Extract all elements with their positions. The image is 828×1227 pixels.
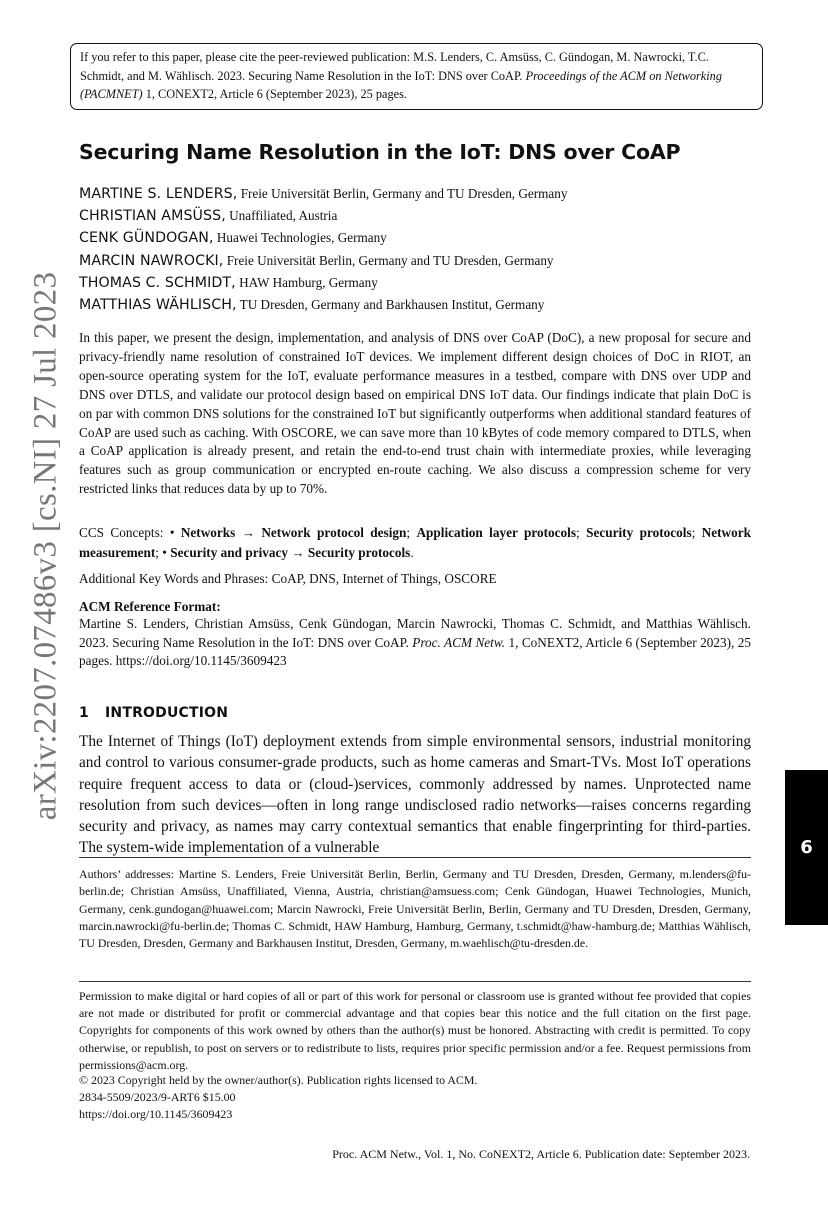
author-affiliation: Freie Universität Berlin, Germany and TU Dresden, Germany (223, 252, 554, 268)
ccs-separator: ; (691, 525, 702, 540)
section-title: INTRODUCTION (105, 705, 229, 721)
ccs-concept: Security protocols (586, 525, 692, 540)
ccs-concept: Security and privacy → Security protocols (170, 545, 411, 560)
authors-addresses: Authors’ addresses: Martine S. Lenders, Freie Universität Berlin, Berlin, Germany and TU Dresden, Dresden, Germany, m.lenders@fu-berlin.de; Christian Amsüss, Unaffiliated, Vienna, Austria, christian@amsuess.com; Cenk Gündogan, Huawei Technologies, Munich, Germany, cenk.gundogan@huawei.com; Marcin Nawrocki, Freie Universität Berlin, Berlin, Germany and TU Dresden, Dresden, Germany, marcin.nawrocki@fu-berlin.de; Thomas C. Schmidt, HAW Hamburg, Hamburg, Germany, t.schmidt@haw-hamburg.de; Matthias Wählisch, TU Dresden, Dresden, Germany and Barkhausen Institut, Dresden, Germany, m.waehlisch@tu-dresden.de. (79, 867, 751, 951)
citation-notice-suffix: 1, CONEXT2, Article 6 (September 2023), 25 pages. (142, 87, 407, 101)
author-name: THOMAS C. SCHMIDT, (79, 274, 236, 291)
author-name: MARCIN NAWROCKI, (79, 252, 224, 269)
article-number-tab (785, 770, 828, 925)
author-entry (79, 185, 769, 207)
ccs-concepts (79, 523, 751, 563)
author-name: CHRISTIAN AMSÜSS, (79, 208, 226, 225)
author-entry (79, 229, 769, 251)
author-affiliation: HAW Hamburg, Germany (235, 274, 378, 290)
author-entry (79, 296, 769, 318)
author-name: MATTHIAS WÄHLISCH, (79, 296, 237, 313)
paper-title: Securing Name Resolution in the IoT: DNS over CoAP (79, 140, 681, 164)
author-entry (79, 252, 769, 274)
abstract: In this paper, we present the design, implementation, and analysis of DNS over CoAP (DoC), a new proposal for secure and privacy-friendly name resolution of constrained IoT devices. We implement different design choices of DoC in RIOT, an open-source operating system for the IoT, evaluate performance measures in a testbed, compare with DNS over UDP and DNS over DTLS, and validate our protocol design based on empirical DNS IoT data. Our findings indicate that plain DoC is on par with common DNS solutions for the constrained IoT but significantly outperforms when additional standard features of CoAP are used such as caching. With OSCORE, we can save more than 10 kBytes of code memory compared to DTLS, when a CoAP application is already present, and retain the end-to-end trust chain with intermediate proxies, while leveraging features such as group communication or encrypted en-route caching. We also discuss a compression scheme for very restricted links that reduces data by up to 70%. (79, 330, 751, 497)
article-number: 6 (800, 837, 813, 858)
keywords: Additional Key Words and Phrases: CoAP, DNS, Internet of Things, OSCORE (79, 571, 497, 586)
ccs-separator: ; (576, 525, 587, 540)
author-affiliation: TU Dresden, Germany and Barkhausen Institut, Germany (236, 296, 545, 312)
author-entry (79, 207, 769, 229)
running-footer: Proc. ACM Netw., Vol. 1, No. CoNEXT2, Article 6. Publication date: September 2023. (332, 1147, 750, 1161)
issn-price-line: 2834-5509/2023/9-ART6 $15.00 (79, 1090, 236, 1104)
author-name: MARTINE S. LENDERS, (79, 186, 238, 202)
permission-divider (79, 981, 751, 982)
acm-reference-heading: ACM Reference Format: (79, 599, 221, 614)
copyright-line: © 2023 Copyright held by the owner/author(s). Publication rights licensed to ACM. (79, 1073, 478, 1087)
author-entry (79, 274, 769, 296)
author-affiliation: Huawei Technologies, Germany (213, 230, 387, 246)
ccs-label: CCS Concepts: • (79, 525, 181, 540)
introduction-paragraph: The Internet of Things (IoT) deployment extends from simple environmental sensors, industrial monitoring and control to various consumer-grade products, such as home cameras and Smart-TVs. Most IoT operations require frequent access to data or (cloud-)services, commonly addressed by names. Unprotected name resolution from such devices—often in long range undisclosed radio networks—raises concerns regarding security and privacy, as names may carry contextual semantics that enable fingerprinting for third-parties. The system-wide implementation of a vulnerable (79, 733, 751, 857)
ccs-separator: ; • (155, 545, 171, 560)
ccs-concept: Networks → Network protocol design (180, 525, 407, 540)
section-heading (79, 705, 228, 721)
acm-reference-text: Martine S. Lenders, Christian Amsüss, Cenk Gündogan, Marcin Nawrocki, Thomas C. Schmidt, and Matthias Wählisch. 2023. Securing Name Resolution in the IoT: DNS over CoAP. (79, 616, 751, 650)
acm-reference-venue: Proc. ACM Netw. (412, 634, 506, 650)
citation-notice-text: If you refer to this paper, please cite the peer-reviewed publication: M.S. Lenders, C. Amsüss, C. Gündogan, M. Nawrocki, T.C. Schmidt, and M. Wählisch. 2023. Securing Name Resolution in the IoT: DNS over CoAP. (80, 50, 709, 83)
author-affiliation: Freie Universität Berlin, Germany and TU Dresden, Germany (237, 186, 568, 201)
ccs-concept: Network measurement (79, 525, 751, 560)
acm-reference (79, 615, 751, 671)
author-affiliation: Unaffiliated, Austria (225, 208, 338, 224)
section-number: 1 (79, 705, 89, 721)
acm-reference-suffix: 1, CoNEXT2, Article 6 (September 2023), 25 pages. https://doi.org/10.1145/3609423 (79, 634, 751, 668)
citation-venue: Proceedings of the ACM on Networking (PACMNET) (80, 68, 722, 101)
author-list (79, 185, 769, 318)
arxiv-stamp-text: arXiv:2207.07486v3 [cs.NI] 27 Jul 2023 (27, 271, 64, 821)
ccs-concept: Application layer protocols (416, 525, 577, 540)
author-name: CENK GÜNDOGAN, (79, 230, 214, 247)
footnote-divider (79, 857, 751, 858)
doi-link[interactable]: https://doi.org/10.1145/3609423 (79, 1107, 233, 1121)
ccs-end: . (410, 545, 414, 560)
permission-notice: Permission to make digital or hard copies of all or part of this work for personal or classroom use is granted without fee provided that copies are not made or distributed for profit or commercial advantage and that copies bear this notice and the full citation on the first page. Copyrights for components of this work owned by others than the author(s) must be honored. Abstracting with credit is permitted. To copy otherwise, or republish, to post on servers or to redistribute to lists, requires prior specific permission and/or a fee. Request permissions from permissions@acm.org. (79, 989, 751, 1072)
citation-notice-box (70, 43, 763, 110)
ccs-separator: ; (406, 525, 417, 540)
